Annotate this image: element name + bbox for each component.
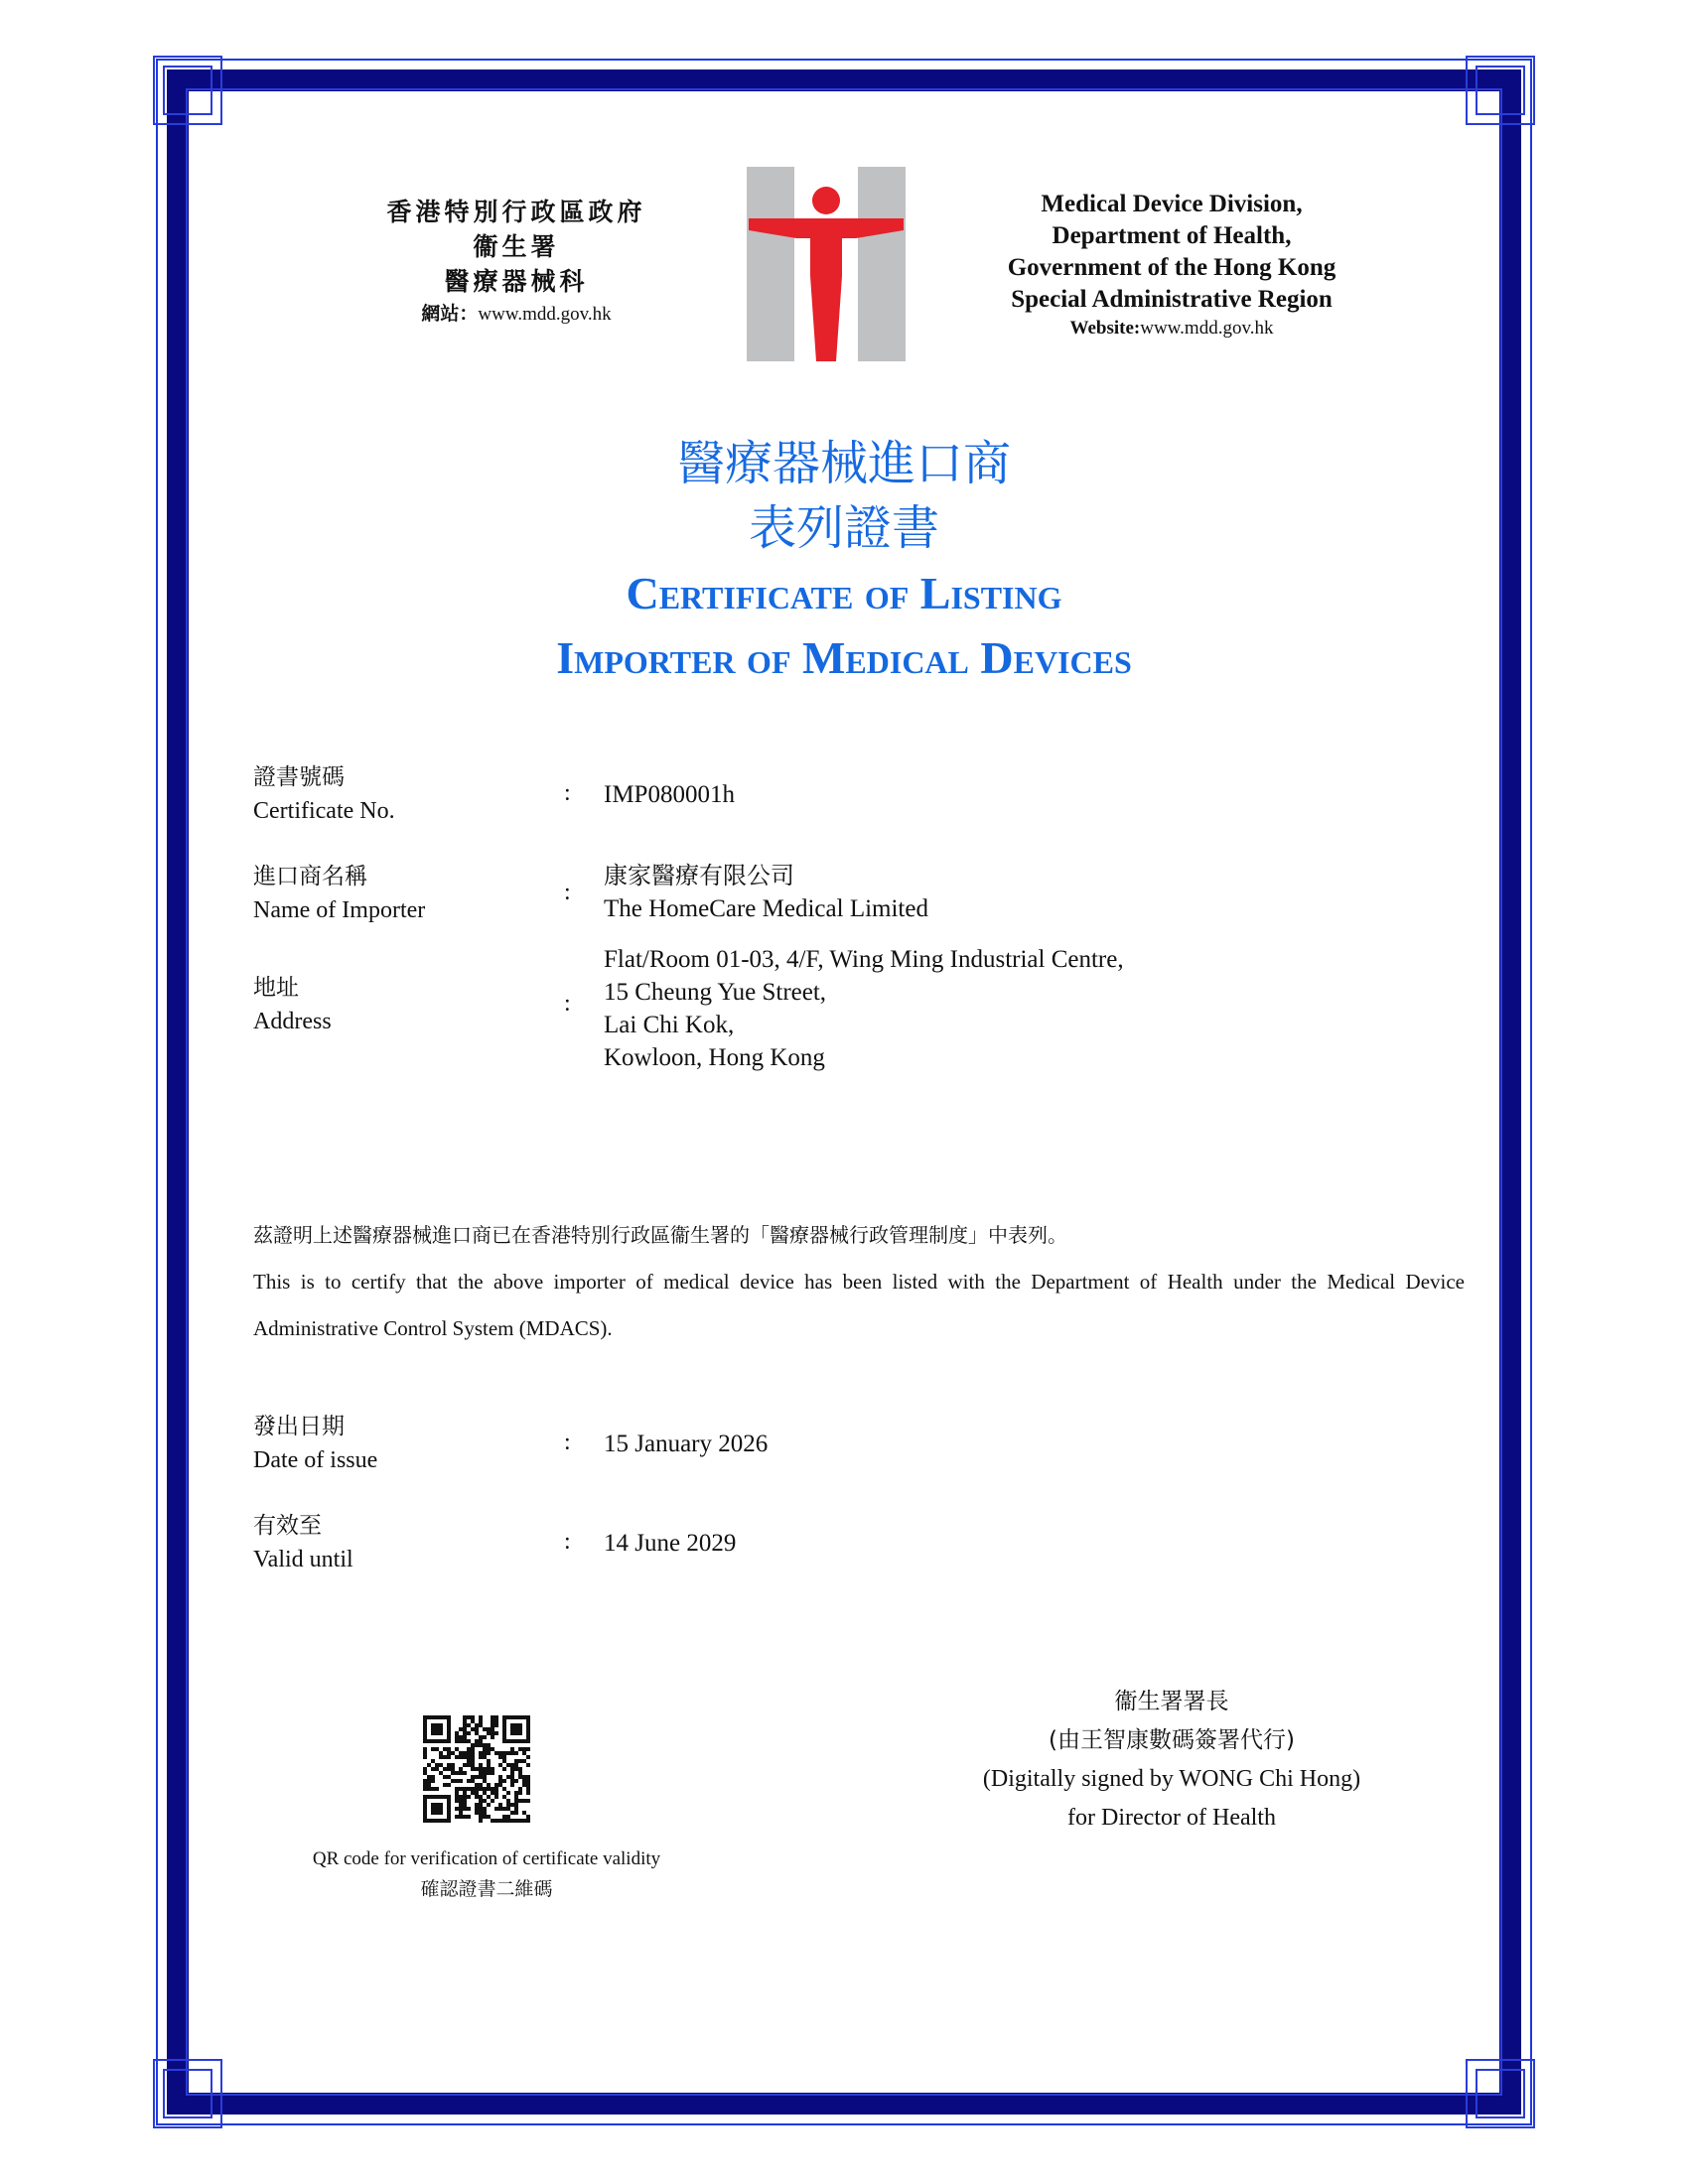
header-chinese (298, 195, 735, 330)
department-of-health-logo (747, 167, 906, 361)
colon: : (564, 991, 571, 1017)
header-cn-line: 香港特別行政區政府 (386, 198, 646, 226)
importer-value: 康家醫療有限公司 The HomeCare Medical Limited (604, 862, 928, 922)
header-en-line: Special Administrative Region (1011, 286, 1333, 313)
address-line: Kowloon, Hong Kong (604, 1044, 825, 1071)
signature-title-cn: 衞生署署長 (1114, 1689, 1229, 1714)
header-en-line: Department of Health, (1052, 222, 1292, 249)
colon: : (564, 880, 571, 905)
signature-signed-cn: (由王智康數碼簽署代行) (1049, 1727, 1295, 1753)
verification-qr-code[interactable] (423, 1715, 530, 1823)
title-cn-line2: 表列證書 (748, 500, 939, 556)
header-en-website: Website:www.mdd.gov.hk (1069, 318, 1274, 339)
header-english (973, 189, 1370, 341)
signature-for: for Director of Health (1067, 1805, 1276, 1831)
colon: : (564, 1430, 571, 1455)
signature-signed-en: (Digitally signed by WONG Chi Hong) (982, 1766, 1361, 1792)
header-en-line: Government of the Hong Kong (1007, 254, 1336, 281)
date-of-issue-value: 15 January 2026 (604, 1431, 769, 1457)
address-line: Flat/Room 01-03, 4/F, Wing Ming Industrial Centre, (604, 946, 1124, 973)
certification-cn: 茲證明上述醫療器械進口商已在香港特別行政區衞生署的「醫療器械行政管理制度」中表列。 (253, 1223, 1067, 1247)
title-en-line2: Importer of Medical Devices (556, 632, 1132, 683)
address-line: Lai Chi Kok, (604, 1012, 735, 1038)
title-chinese (0, 432, 1688, 561)
header-cn-line: 衞生署 (473, 232, 560, 261)
valid-until-label: 有效至 Valid until (253, 1513, 353, 1572)
valid-until-value: 14 June 2029 (604, 1530, 737, 1557)
address-line: 15 Cheung Yue Street, (604, 979, 827, 1006)
importer-label: 進口商名稱 Name of Importer (253, 864, 426, 923)
colon: : (564, 1529, 571, 1555)
header-cn-website: 網站：www.mdd.gov.hk (421, 303, 612, 325)
qr-caption: QR code for verification of certificate validity 確認證書二維碼 (312, 1848, 661, 1900)
date-of-issue-label: 發出日期 Date of issue (253, 1414, 378, 1473)
title-english (0, 561, 1688, 690)
header-cn-line: 醫療器械科 (444, 267, 589, 296)
title-cn-line1: 醫療器械進口商 (676, 436, 1011, 491)
certification-en: This is to certify that the above importer of medical device has been listed with the Department of Health under the Medical Device Administrative Control System (MDACS). (253, 1270, 1465, 1340)
header-en-line: Medical Device Division, (1041, 191, 1303, 217)
address-value (604, 943, 1497, 1074)
signature-block (914, 1683, 1430, 1838)
colon: : (564, 780, 571, 806)
title-en-line1: Certificate of Listing (626, 568, 1062, 618)
address-label: 地址 Address (253, 975, 332, 1034)
certificate-no-label: 證書號碼 Certificate No. (253, 764, 395, 824)
certificate-no-value: IMP080001h (604, 781, 735, 808)
